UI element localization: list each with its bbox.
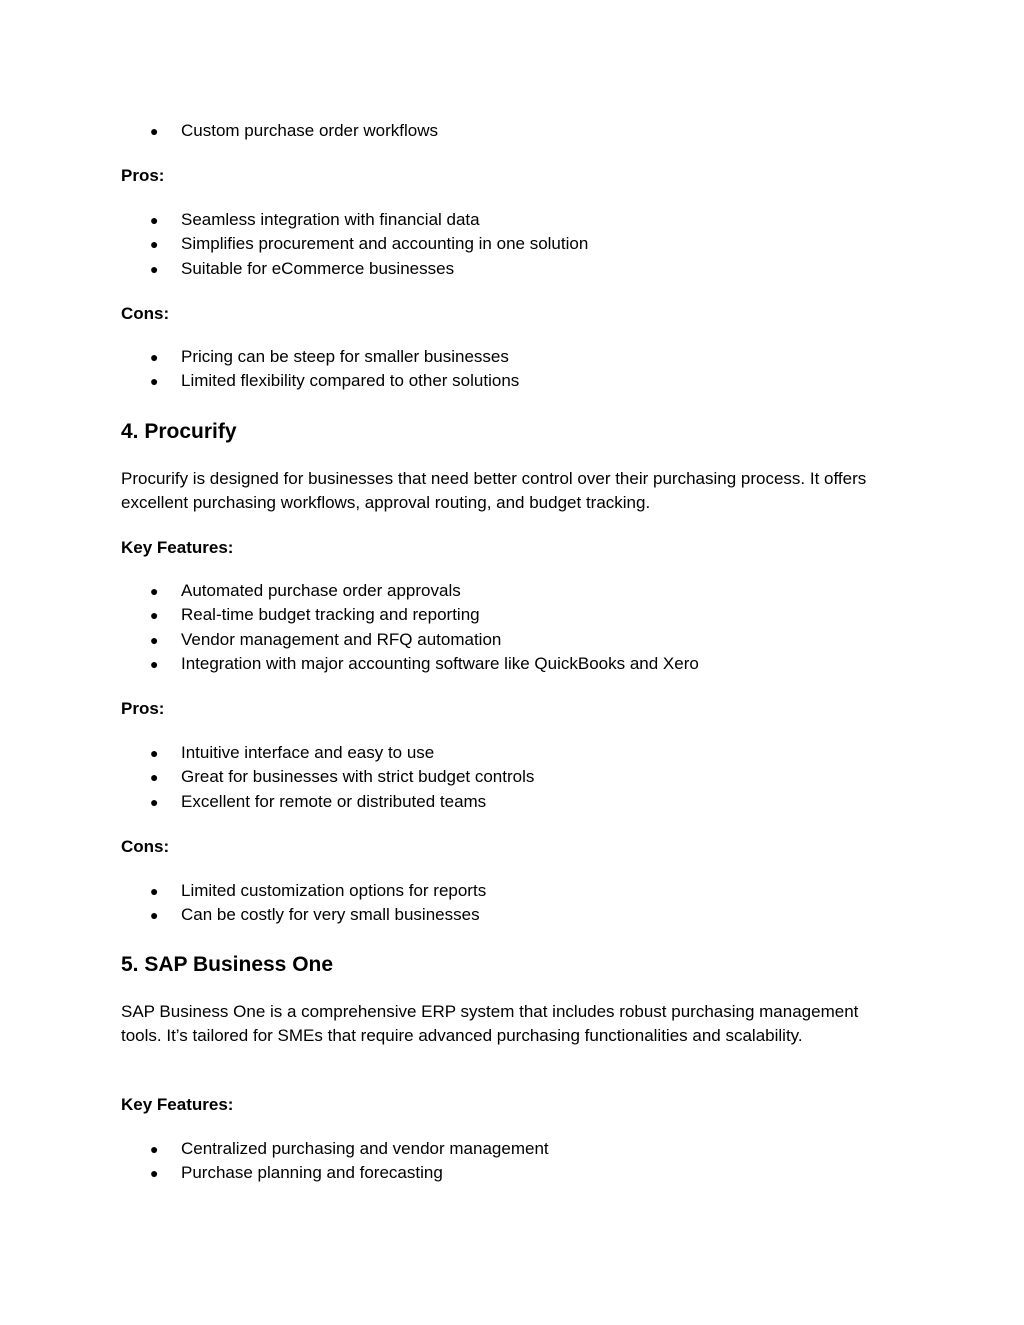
- bullet-icon: ●: [150, 260, 159, 277]
- bullet-icon: ●: [150, 1141, 159, 1157]
- list-item: ● Limited customization options for reports: [121, 879, 901, 903]
- bullet-icon: ●: [150, 769, 159, 786]
- section-intro: Procurify is designed for businesses that need better control over their purchasing process. It offers excellent purchasing workflows, approval routing, and budget tracking.: [121, 469, 867, 512]
- pros-label: Pros:: [121, 166, 165, 185]
- bullet-icon: ●: [150, 349, 159, 365]
- features-list: [121, 579, 901, 677]
- section-heading-sap-business-one: 5. SAP Business One: [121, 953, 334, 976]
- list-item: ● Integration with major accounting software like QuickBooks and Xero: [121, 652, 901, 676]
- bullet-icon: ●: [150, 631, 159, 648]
- key-features-label: Key Features:: [121, 1095, 234, 1114]
- bullet-icon: ●: [150, 907, 159, 924]
- list-item: ● Centralized purchasing and vendor management: [121, 1137, 901, 1161]
- bullet-icon: ●: [150, 793, 159, 810]
- bullet-icon: ●: [150, 212, 159, 228]
- bullet-icon: ●: [150, 656, 159, 673]
- cons-list: [121, 879, 901, 928]
- cons-list: [121, 345, 901, 394]
- bullet-icon: ●: [150, 1165, 159, 1182]
- cons-label: Cons:: [121, 837, 170, 856]
- bullet-icon: ●: [150, 883, 159, 899]
- bullet-icon: ●: [150, 123, 159, 139]
- list-item: ● Suitable for eCommerce businesses: [121, 257, 901, 281]
- section-heading-procurify: 4. Procurify: [121, 420, 237, 443]
- list-item: ● Simplifies procurement and accounting in one solution: [121, 232, 901, 256]
- pros-label: Pros:: [121, 699, 165, 718]
- list-item: ● Limited flexibility compared to other solutions: [121, 369, 901, 393]
- key-features-label: Key Features:: [121, 538, 234, 557]
- list-item: ● Great for businesses with strict budget controls: [121, 765, 901, 789]
- list-item: ● Vendor management and RFQ automation: [121, 628, 901, 652]
- bullet-icon: ●: [150, 236, 159, 253]
- pros-list: [121, 741, 901, 814]
- bullet-icon: ●: [150, 745, 159, 761]
- list-item: ● Intuitive interface and easy to use: [121, 741, 901, 765]
- bullet-icon: ●: [150, 373, 159, 390]
- list-item: ● Pricing can be steep for smaller businesses: [121, 345, 901, 369]
- list-item: ● Purchase planning and forecasting: [121, 1161, 901, 1185]
- list-item: ● Real-time budget tracking and reporting: [121, 603, 901, 627]
- list-item: ● Excellent for remote or distributed teams: [121, 790, 901, 814]
- bullet-icon: ●: [150, 607, 159, 624]
- section-intro: SAP Business One is a comprehensive ERP system that includes robust purchasing management tools. It’s tailored for SMEs that require advanced purchasing functionalities and scalability.: [121, 1002, 859, 1045]
- cons-label: Cons:: [121, 304, 170, 323]
- list-item: ● Seamless integration with financial data: [121, 208, 901, 232]
- list-item: ● Automated purchase order approvals: [121, 579, 901, 603]
- list-item: ● Can be costly for very small businesses: [121, 903, 901, 927]
- pros-list: [121, 208, 901, 281]
- list-item: ● Custom purchase order workflows: [121, 119, 901, 143]
- features-list: [121, 1137, 901, 1186]
- bullet-icon: ●: [150, 583, 159, 599]
- features-list-continued: [121, 119, 901, 143]
